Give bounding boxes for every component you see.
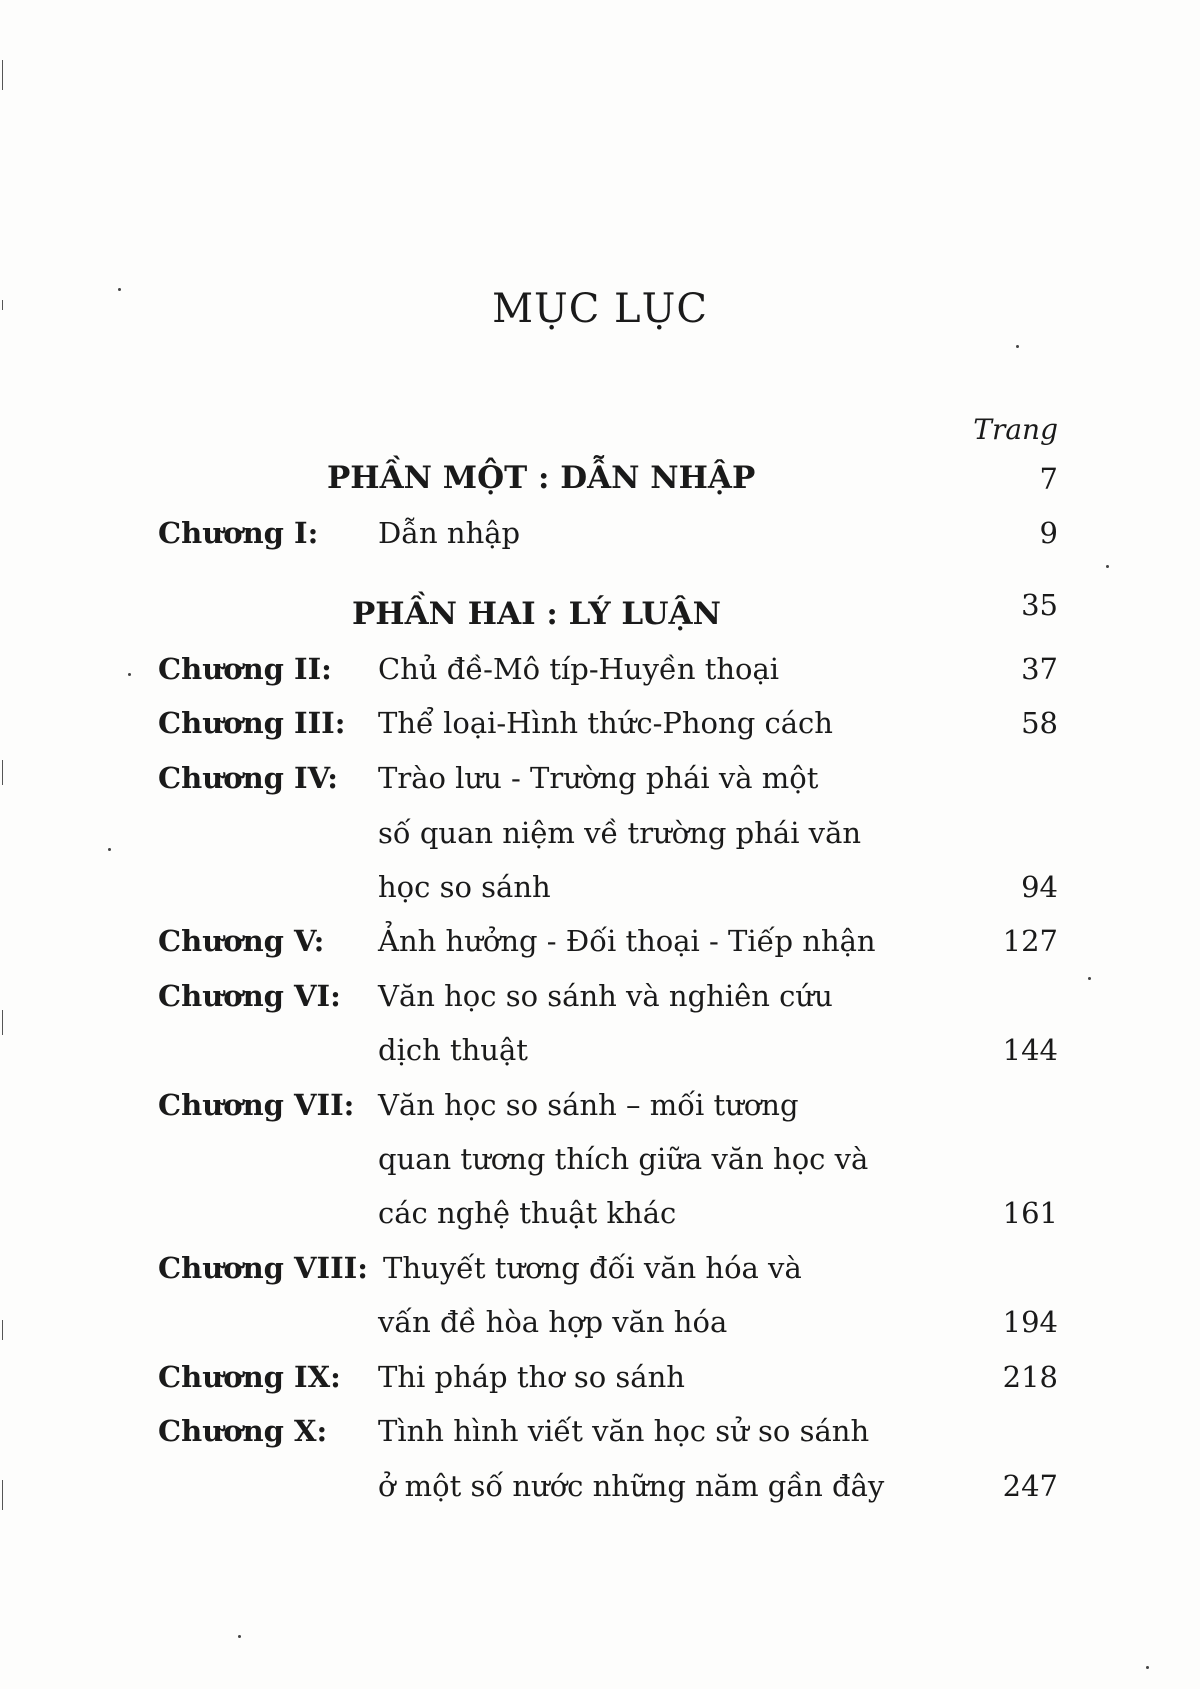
chapter-page-number: 127 (1002, 924, 1058, 958)
chapter-page-number: 9 (1039, 516, 1058, 550)
part-heading: PHẦN MỘT : DẪN NHẬP (327, 460, 756, 496)
chapter-title: Văn học so sánh – mối tương (378, 1088, 799, 1122)
scan-edge-mark (2, 1320, 3, 1340)
chapter-title: Tình hình viết văn học sử so sánh (378, 1414, 870, 1448)
chapter-label: Chương II: (158, 652, 332, 686)
scan-speck (1146, 1666, 1149, 1669)
chapter-title: Thuyết tương đối văn hóa và (383, 1251, 802, 1285)
chapter-title-continued: dịch thuật (378, 1033, 528, 1067)
scan-speck (1106, 565, 1109, 568)
chapter-title: Thể loại-Hình thức-Phong cách (378, 706, 833, 740)
chapter-title-continued: học so sánh (378, 870, 551, 904)
chapter-title-continued: quan tương thích giữa văn học và (378, 1142, 869, 1176)
scan-edge-mark (2, 60, 3, 90)
chapter-title-continued: ở một số nước những năm gần đây (378, 1469, 885, 1503)
chapter-label: Chương IV: (158, 761, 338, 795)
chapter-label: Chương IX: (158, 1360, 341, 1394)
chapter-label: Chương III: (158, 706, 346, 740)
chapter-label: Chương VII: (158, 1088, 355, 1122)
chapter-title: Thi pháp thơ so sánh (378, 1360, 685, 1394)
chapter-title-continued: số quan niệm về trường phái văn (378, 816, 862, 850)
chapter-label: Chương VIII: (158, 1251, 368, 1285)
chapter-title-continued: vấn đề hòa hợp văn hóa (378, 1305, 728, 1339)
chapter-title-continued: các nghệ thuật khác (378, 1196, 677, 1230)
scan-speck (128, 673, 131, 676)
scan-edge-mark (2, 1480, 3, 1510)
chapter-page-number: 161 (1002, 1196, 1058, 1230)
chapter-page-number: 94 (1021, 870, 1058, 904)
chapter-label: Chương I: (158, 516, 319, 550)
chapter-title: Dẫn nhập (378, 516, 521, 550)
chapter-page-number: 194 (1002, 1305, 1058, 1339)
chapter-title: Văn học so sánh và nghiên cứu (378, 979, 833, 1013)
chapter-label: Chương V: (158, 924, 325, 958)
page-column-label: Trang (973, 413, 1058, 446)
scan-speck (1088, 977, 1091, 980)
chapter-page-number: 37 (1021, 652, 1058, 686)
page-title: MỤC LỤC (492, 286, 708, 332)
chapter-page-number: 58 (1021, 706, 1058, 740)
chapter-label: Chương X: (158, 1414, 328, 1448)
chapter-title: Trào lưu - Trường phái và một (378, 761, 819, 795)
scan-edge-mark (2, 1010, 3, 1035)
part-page-number: 7 (1039, 462, 1058, 496)
chapter-label: Chương VI: (158, 979, 341, 1013)
chapter-title: Ảnh hưởng - Đối thoại - Tiếp nhận (378, 924, 876, 958)
chapter-page-number: 247 (1002, 1469, 1058, 1503)
chapter-title: Chủ đề-Mô típ-Huyền thoại (378, 652, 780, 686)
chapter-page-number: 218 (1002, 1360, 1058, 1394)
scan-speck (108, 848, 111, 851)
scan-speck (238, 1635, 241, 1638)
part-page-number: 35 (1021, 588, 1058, 622)
scan-speck (1016, 345, 1019, 348)
chapter-page-number: 144 (1002, 1033, 1058, 1067)
scan-edge-mark (2, 760, 3, 785)
part-heading: PHẦN HAI : LÝ LUẬN (352, 596, 721, 632)
